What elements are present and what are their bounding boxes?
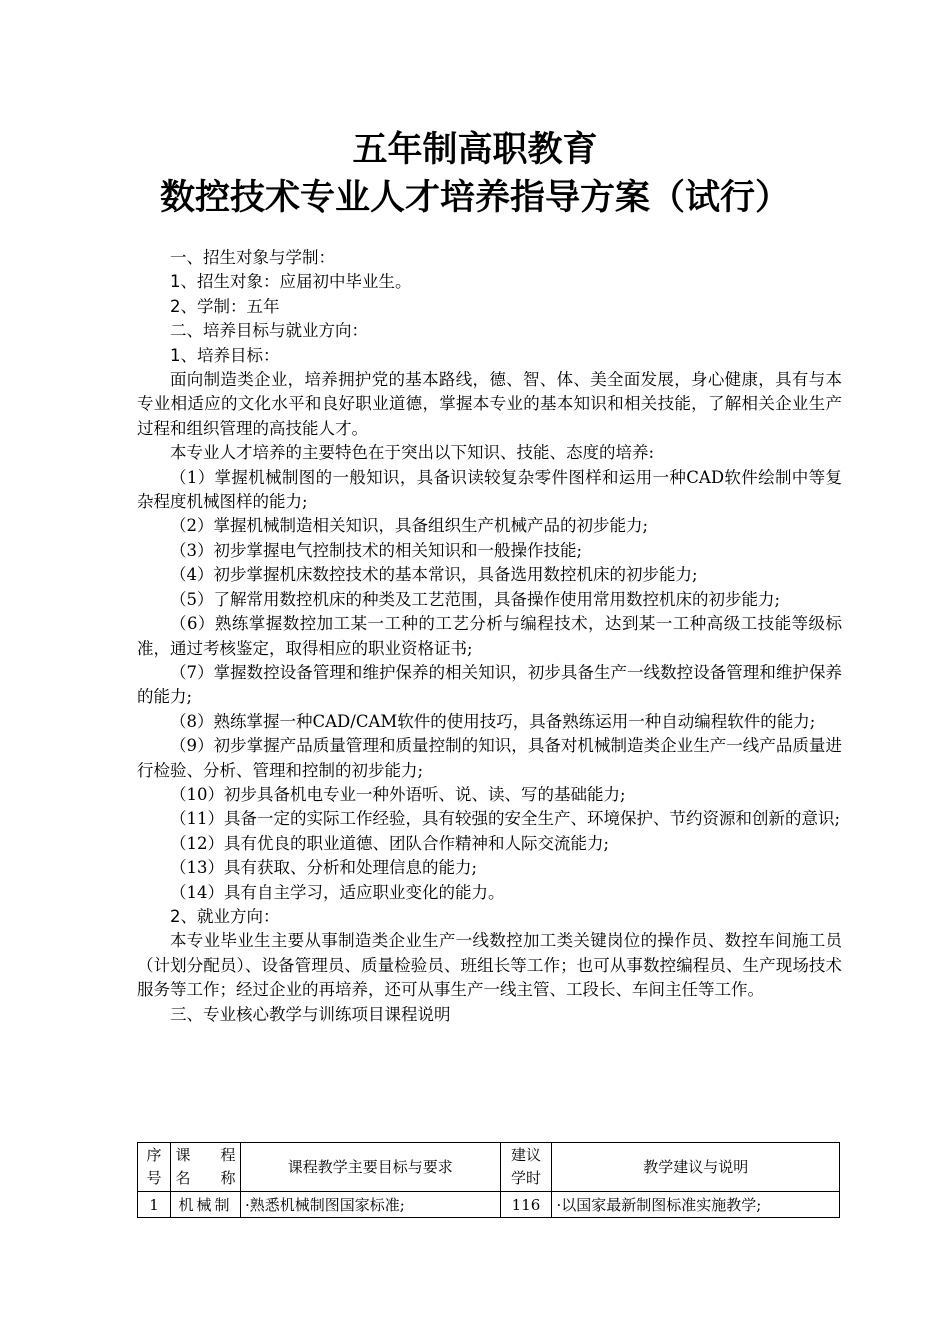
study-length-value: 五年 [246,296,280,316]
header-hours-line2: 学时 [510,1169,541,1187]
section3-heading: 三、专业核心教学与训练项目课程说明 [170,1004,451,1024]
document-body [137,246,842,1027]
document-title-line1: 五年制高职教育 [352,130,598,170]
header-goals: 课程教学主要目标与要求 [240,1143,500,1192]
section2-heading: 二、培养目标与就业方向： [170,321,368,341]
document-title-line2: 数控技术专业人才培养指导方案（试行） [159,178,790,218]
feature-item: （5）了解常用数控机床的种类及工艺范围，具备操作使用常用数控机床的初步能力; [170,589,781,609]
feature-item: （8）熟练掌握一种CAD/CAM软件的使用技巧，具备熟练运用一种自动编程软件的能力; [170,711,816,731]
feature-item: （12）具有优良的职业道德、团队合作精神和人际交流能力; [170,833,610,853]
enrollment-target [137,270,842,294]
goal-paragraph: 面向制造类企业，培养拥护党的基本路线，德、智、体、美全面发展，身心健康，具有与本专业相适应的文化水平和良好职业道德，掌握本专业的基本知识和相关技能，了解相关企业生产过程和组织管理的高技能人才。 [137,370,842,438]
employment-paragraph: 本专业毕业生主要从事制造类企业生产一线数控加工类关键岗位的操作员、数控车间施工员（计划分配员）、设备管理员、质量检验员、班组长等工作；也可从事数控编程员、生产现场技术服务等工作；经过企业的再培养，还可从事生产一线主管、工段长、车间主任等工作。 [137,931,842,1000]
section1-heading: 一、招生对象与学制： [170,248,335,267]
feature-item: （13）具有获取、分析和处理信息的能力; [170,858,478,878]
table-row [138,1192,840,1218]
header-notes: 教学建议与说明 [552,1143,840,1192]
header-no [138,1143,171,1192]
features-intro: 本专业人才培养的主要特色在于突出以下知识、技能、态度的培养: [170,443,655,463]
core-course-table [137,1142,840,1218]
goal-heading: 1、培养目标： [170,345,280,365]
header-name-line1: 课 程 [175,1146,236,1164]
enrollment-target-value: 应届初中毕业生。 [279,272,412,292]
cell-name: 机械制 [170,1192,240,1218]
header-no-line1: 序 [146,1146,162,1164]
cell-hours: 116 [500,1192,552,1218]
feature-item: （1）掌握机械制图的一般知识，具备识读较复杂零件图样和运用一种CAD软件绘制中等复杂程度机械图样的能力; [137,467,842,512]
table-header-row [138,1143,840,1192]
feature-item: （3）初步掌握电气控制技术的相关知识和一般操作技能; [170,540,583,560]
header-hours-line1: 建议 [510,1146,541,1164]
employment-heading: 2、就业方向： [170,906,280,926]
header-name-line2: 名 称 [175,1169,236,1187]
feature-item: （14）具有自主学习，适应职业变化的能力。 [170,882,505,902]
study-length [137,295,842,319]
feature-item: （11）具备一定的实际工作经验，具有较强的安全生产、环境保护、节约资源和创新的意识; [170,809,841,829]
cell-goals: ·熟悉机械制图国家标准; [240,1192,500,1218]
feature-item: （4）初步掌握机床数控技术的基本常识，具备选用数控机床的初步能力; [170,565,698,585]
enrollment-target-label: 1、招生对象： [170,272,280,292]
header-name [170,1143,240,1192]
feature-item: （10）初步具备机电专业一种外语听、说、读、写的基础能力; [170,784,626,804]
cell-no: 1 [138,1192,171,1218]
feature-item: （6）熟练掌握数控加工某一工种的工艺分析与编程技术，达到某一工种高级工技能等级标准，通过考核鉴定，取得相应的职业资格证书; [137,614,842,658]
study-length-label: 2、学制： [170,296,247,316]
header-hours [500,1143,552,1192]
feature-item: （9）初步掌握产品质量管理和质量控制的知识，具备对机械制造类企业生产一线产品质量进行检验、分析、管理和控制的初步能力; [137,736,842,780]
feature-item: （2）掌握机械制造相关知识，具备组织生产机械产品的初步能力; [170,516,649,536]
header-no-line2: 号 [146,1169,162,1187]
cell-notes: ·以国家最新制图标准实施教学; [552,1192,840,1218]
feature-item: （7）掌握数控设备管理和维护保养的相关知识，初步具备生产一线数控设备管理和维护保养的能力; [137,662,842,707]
